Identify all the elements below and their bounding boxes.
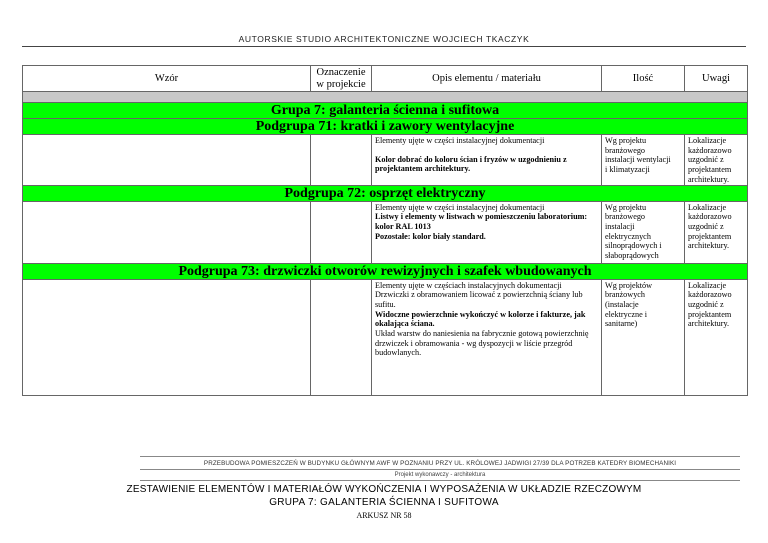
ilosc-line: silnoprądowych i [605, 241, 662, 251]
subgroup-title: Podgrupa 72: osprzęt elektryczny [23, 185, 748, 201]
opis-line: Listwy i elementy w listwach w pomieszczeniu laboratorium: kolor RAL 1013 [375, 212, 588, 231]
uwagi-line: każdorazowo [688, 145, 732, 155]
opis-cell [372, 201, 602, 263]
opis-cell [372, 135, 602, 186]
opis-line: Układ warstw do naniesienia na fabrycznie gotową powierzchnię drzwiczek i obramowania - wg dyspozycji w liście przegród budowlanych. [375, 329, 589, 358]
uwagi-line: Lokalizacje [688, 280, 727, 290]
uwagi-line: architektury. [688, 241, 730, 251]
group-title: Grupa 7: galanteria ścienna i sufitowa [23, 103, 748, 119]
ilosc-line: elektrycznych [605, 231, 651, 241]
wzor-cell [23, 279, 311, 395]
ilosc-line: Wg projektów [605, 280, 653, 290]
ilosc-line: elektryczne i [605, 309, 648, 319]
studio-header: AUTORSKIE STUDIO ARCHITEKTONICZNE WOJCIECH TKACZYK [238, 34, 530, 44]
opis-line: Elementy ujęte w częściach instalacyjnych dokumentacji [375, 280, 562, 290]
uwagi-line: architektury. [688, 319, 730, 329]
ilosc-cell [602, 279, 685, 395]
opis-line: Pozostałe: kolor biały standard. [375, 231, 486, 241]
subgroup-row [23, 185, 748, 201]
ilosc-line: (instalacje [605, 299, 639, 309]
opis-line: Drzwiczki z obramowaniem licować z powierzchnią ściany lub sufitu. [375, 290, 583, 309]
col-header-oznaczenie-line1: Oznaczenie [316, 66, 366, 78]
table-row [23, 201, 748, 263]
uwagi-line: projektantem [688, 165, 732, 175]
oznaczenie-cell [311, 135, 372, 186]
uwagi-line: projektantem [688, 231, 732, 241]
opis-line: Widoczne powierzchnie wykończyć w kolorze i fakturze, jak okalająca ściana. [375, 309, 586, 329]
opis-line: Elementy ujęte w części instalacyjnej dokumentacji [375, 136, 545, 145]
ilosc-line: branżowego [605, 212, 646, 222]
ilosc-line: słaboprądowych [605, 251, 659, 261]
ilosc-line: branżowego [605, 145, 646, 155]
ilosc-line: i klimatyzacji [605, 165, 650, 175]
footer-project: PRZEBUDOWA POMIESZCZEŃ W BUDYNKU GŁÓWNYM AWF W POZNANIU PRZY UL. KRÓLOWEJ JADWIGI 27/39 DLA POTRZEB KATEDRY BIOMECHANIKI [203, 460, 677, 467]
materials-table [22, 65, 748, 396]
ilosc-line: sanitarne) [605, 319, 638, 329]
oznaczenie-cell [311, 279, 372, 395]
oznaczenie-cell [311, 201, 372, 263]
subgroup-row [23, 119, 748, 135]
footer-sheet-number: ARKUSZ NR 58 [356, 511, 412, 520]
col-header-wzor: Wzór [23, 66, 311, 92]
opis-line: Elementy ujęte w części instalacyjnej dokumentacji [375, 202, 545, 212]
ilosc-cell [602, 135, 685, 186]
table-row [23, 279, 748, 395]
uwagi-cell [685, 201, 748, 263]
header-divider [22, 46, 746, 47]
uwagi-line: każdorazowo [688, 212, 732, 222]
opis-cell [372, 279, 602, 395]
footer-title-2: GRUPA 7: GALANTERIA ŚCIENNA I SUFITOWA [269, 497, 499, 508]
uwagi-cell [685, 279, 748, 395]
uwagi-line: architektury. [688, 174, 730, 184]
ilosc-line: branżowych [605, 290, 646, 300]
subgroup-title: Podgrupa 73: drzwiczki otworów rewizyjnych i szafek wbudowanych [23, 263, 748, 279]
uwagi-line: Lokalizacje [688, 202, 727, 212]
uwagi-line: każdorazowo [688, 290, 732, 300]
group-title-row [23, 103, 748, 119]
ilosc-cell [602, 201, 685, 263]
opis-line: Kolor dobrać do koloru ścian i fryzów w uzgodnieniu z projektantem architektury. [375, 154, 567, 174]
table-row [23, 135, 748, 186]
ilosc-line: Wg projektu [605, 136, 647, 145]
footer-title-1: ZESTAWIENIE ELEMENTÓW I MATERIAŁÓW WYKOŃCZENIA I WYPOSAŻENIA W UKŁADZIE RZECZOWYM [126, 484, 642, 495]
subgroup-row [23, 263, 748, 279]
opis-line [375, 146, 598, 155]
footer-divider [140, 469, 740, 470]
uwagi-line: uzgodnić z [688, 155, 724, 165]
uwagi-line: projektantem [688, 309, 732, 319]
col-header-oznaczenie-line2: w projekcie [316, 78, 366, 90]
footer-contractor: Projekt wykonawczy - architektura [394, 472, 486, 478]
col-header-ilosc: Ilość [602, 66, 685, 92]
ilosc-line: instalacji wentylacji [605, 155, 671, 165]
gray-separator-row [23, 92, 748, 103]
uwagi-cell [685, 135, 748, 186]
col-header-uwagi: Uwagi [685, 66, 748, 92]
wzor-cell [23, 201, 311, 263]
table-header-row [23, 66, 748, 92]
col-header-opis: Opis elementu / materiału [372, 66, 602, 92]
uwagi-line: uzgodnić z [688, 299, 724, 309]
ilosc-line: Wg projektu [605, 202, 647, 212]
wzor-cell [23, 135, 311, 186]
footer-divider-top [140, 456, 740, 457]
ilosc-line: instalacji [605, 221, 635, 231]
uwagi-line: Lokalizacje [688, 136, 727, 145]
uwagi-line: uzgodnić z [688, 221, 724, 231]
subgroup-title: Podgrupa 71: kratki i zawory wentylacyjne [23, 119, 748, 135]
col-header-oznaczenie [311, 66, 372, 92]
footer-divider [140, 480, 740, 481]
